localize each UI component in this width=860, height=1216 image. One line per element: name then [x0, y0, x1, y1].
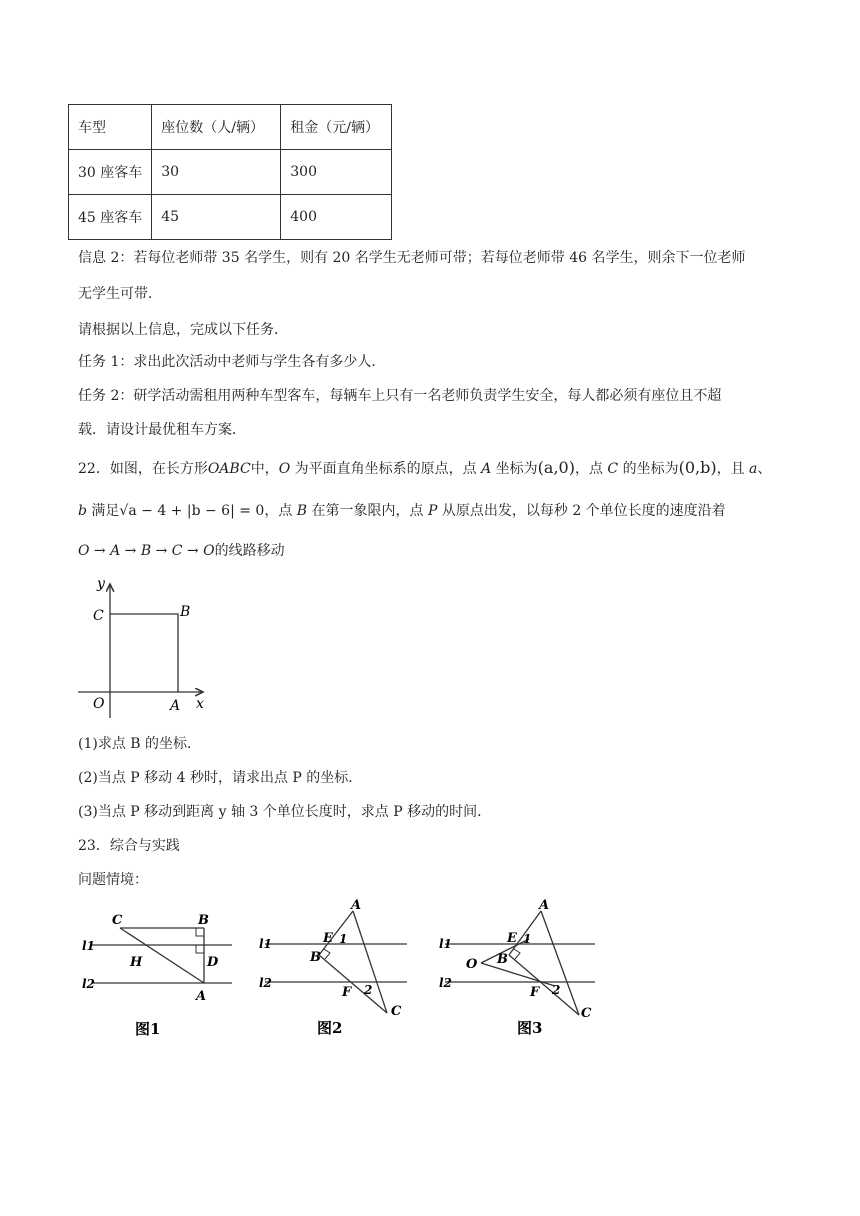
q22-var: B [296, 503, 308, 519]
fig2-label: E [323, 931, 333, 946]
fig3-label: l2 [439, 976, 452, 990]
task2-line2: 载．请设计最优租车方案． [78, 422, 246, 438]
instruction-text: 请根据以上信息，完成以下任务． [78, 322, 288, 338]
table-header-cell: 车型 [69, 105, 152, 150]
label-b: B [180, 604, 191, 620]
label-a: A [170, 698, 181, 714]
q22-text: 满足 [86, 503, 120, 519]
q22-var: a [749, 461, 758, 477]
fig1-label: C [112, 913, 123, 928]
q22-text: 从原点出发，以每秒 2 个单位长度的速度沿着 [437, 503, 726, 519]
fig1-label: l2 [82, 977, 95, 991]
q22-path: O → A → B → C → O [78, 543, 215, 559]
q22-var: A [481, 461, 492, 477]
q22-var: P [428, 503, 438, 519]
q22-coordinate-figure [70, 570, 220, 720]
table-cell: 400 [281, 195, 392, 240]
q22-text: ，且 [716, 461, 750, 477]
q22-var: O [278, 461, 291, 477]
table-row [69, 150, 392, 195]
table-cell: 300 [281, 150, 392, 195]
q22-line3 [78, 541, 285, 561]
fig1-label: H [130, 955, 143, 970]
fig3-label: E [507, 931, 517, 946]
q22-text: 坐标为 [491, 461, 538, 477]
fig3-caption: 图3 [517, 1019, 543, 1037]
fig2-label: l1 [259, 937, 272, 951]
info2-line1: 信息 2：若每位老师带 35 名学生，则有 20 名学生无老师可带；若每位老师带 46 名学生，则余下一位老师 [78, 250, 746, 266]
info2-line2: 无学生可带． [78, 286, 162, 302]
fig3-label: C [581, 1006, 592, 1021]
q22-text: ，点 [264, 503, 297, 519]
q22-equation: √a − 4 + |b − 6| = 0 [119, 503, 265, 519]
label-c: C [93, 608, 104, 624]
q22-text: 中， [250, 461, 279, 477]
fig2-label: B [310, 950, 321, 965]
q22-var: C [607, 461, 619, 477]
task1-text: 任务 1：求出此次活动中老师与学生各有多少人． [78, 354, 386, 370]
q22-text: 的线路移动 [214, 543, 285, 559]
table-cell: 30 [152, 150, 281, 195]
q22-part2: (2)当点 P 移动 4 秒时，请求出点 P 的坐标． [78, 770, 363, 786]
fig3-label: O [466, 957, 478, 972]
fig2-label: l2 [259, 976, 272, 990]
table-cell: 30 座客车 [69, 150, 152, 195]
fig2-label: 1 [339, 932, 348, 946]
q22-text: 为平面直角坐标系的原点，点 [290, 461, 482, 477]
fig2-label: 2 [364, 983, 373, 997]
q23-title: 23．综合与实践 [78, 838, 180, 854]
fig1-label: D [207, 955, 219, 970]
rectangle-oabc [110, 614, 178, 692]
q22-coord-a: (a,0) [537, 458, 575, 477]
table-header-cell: 座位数（人/辆） [152, 105, 281, 150]
q22-part1: (1)求点 B 的坐标． [78, 736, 202, 752]
q22-coord-c: (0,b) [678, 458, 717, 477]
fig3-label: B [497, 952, 508, 967]
fig2-label: C [391, 1004, 402, 1019]
fig3-label: F [530, 985, 540, 1000]
q22-text: 的坐标为 [618, 461, 679, 477]
fig2-label: F [342, 985, 352, 1000]
table-header-row [69, 105, 392, 150]
fig3-label: l1 [439, 937, 452, 951]
fig2-caption: 图2 [317, 1019, 343, 1037]
label-x: x [196, 696, 204, 712]
q22-text: 22．如图，在长方形 [78, 461, 208, 477]
q22-text: ，点 [574, 461, 608, 477]
q22-part3: (3)当点 P 移动到距离 y 轴 3 个单位长度时，求点 P 移动的时间． [78, 804, 492, 820]
q22-text: 、 [757, 461, 772, 477]
table-cell: 45 [152, 195, 281, 240]
fig1-label: l1 [82, 939, 95, 953]
fig2-label: A [351, 898, 362, 913]
fig3-label: 2 [552, 983, 561, 997]
fig1-label: B [198, 913, 209, 928]
q23-context: 问题情境： [78, 872, 148, 888]
q23-figure-1 [80, 908, 240, 1043]
rental-table [68, 104, 392, 240]
task2-line1: 任务 2：研学活动需租用两种车型客车，每辆车上只有一名老师负责学生安全，每人都必须有座位且不超 [78, 388, 722, 404]
q22-var: b [78, 503, 87, 519]
table-header-cell: 租金（元/辆） [281, 105, 392, 150]
q23-figure-3 [433, 895, 603, 1043]
fig1-label: A [196, 989, 207, 1004]
table-cell: 45 座客车 [69, 195, 152, 240]
label-y: y [97, 576, 105, 592]
q22-line1 [78, 458, 771, 479]
q23-figure-2 [253, 895, 413, 1043]
fig3-label: 1 [523, 932, 532, 946]
label-o: O [93, 696, 105, 712]
q22-var: OABC [207, 461, 251, 477]
fig1-caption: 图1 [135, 1020, 161, 1038]
q22-text: 在第一象限内，点 [307, 503, 428, 519]
q22-line2 [78, 501, 726, 521]
table-row [69, 195, 392, 240]
fig3-label: A [539, 898, 550, 913]
